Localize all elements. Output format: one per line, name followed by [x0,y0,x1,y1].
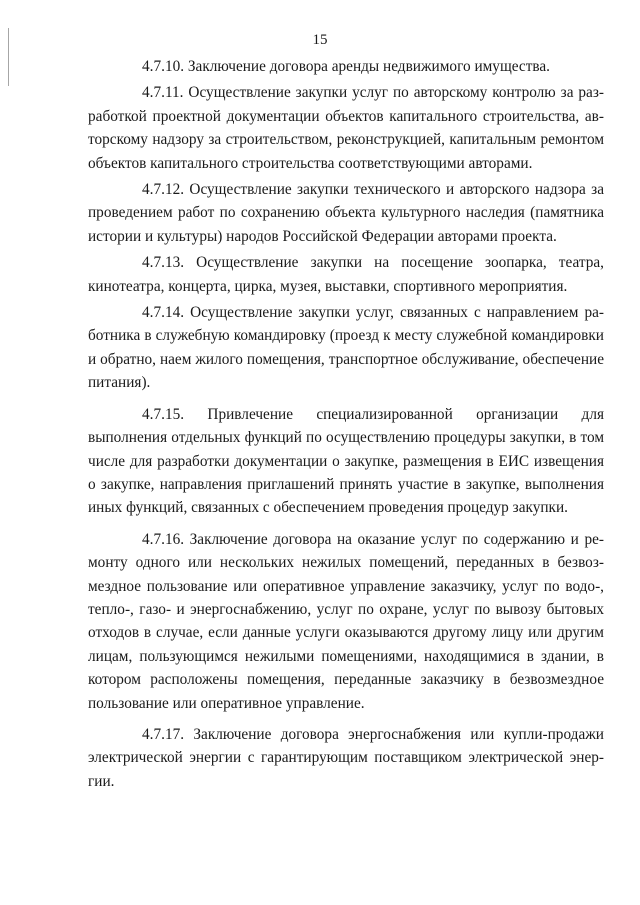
page-number: 15 [312,32,328,48]
paragraph-4-7-14: 4.7.14. Осуществление закупки услуг, связанных с направлением работника в служебную командировку (проезд к месту служебной командировки и обратно, наем жилого помещения, транспортное обслуживание, обеспечение питания). [88,304,604,392]
paragraph-4-7-10: 4.7.10. Заключение договора аренды недвижимого имущества. [142,58,551,75]
paragraph-4-7-16: 4.7.16. Заключение договора на оказание услуг по содержанию и ремонту одного или нескольких нежилых помещений, переданных в безвозмездное пользование или оперативное управление заказчику, услуг по водо-, тепло-, газо- и энергоснабжению, услуг по охране, услуг по вывозу бытовых отходов в случае, если данные услуги оказываются другому лицу или другим лицам, пользующимся нежилыми помещениями, находящимися в здании, в котором расположены помещения, переданные заказчику в безвозмездное пользование или оперативное управление. [88,530,604,712]
paragraph-4-7-17: 4.7.17. Заключение договора энергоснабжения или купли-продажи электрической энергии с гарантирующим поставщиком электрической энергии. [88,725,604,790]
document-body [88,55,604,793]
paragraph-4-7-15: 4.7.15. Привлечение специализированной организации для выполнения отдельных функций по осуществлению процедуры закупки, в том числе для разработки документации о закупке, размещения в ЕИС извещения о закупке, направления приглашений принять участие в закупке, выполнения иных функций, связанных с обеспечением проведения процедур закупки. [88,405,604,517]
paragraph-4-7-11: 4.7.11. Осуществление закупки услуг по авторскому контролю за разработкой проектной документации объектов капитального строительства, авторскому надзору за строительством, реконструкцией, капитальным ремонтом объектов капитального строительства соответствующими авторами. [88,84,604,172]
paragraph-4-7-13: 4.7.13. Осуществление закупки на посещение зоопарка, театра, кинотеатра, концерта, цирка, музея, выставки, спортивного мероприятия. [88,254,604,295]
paragraph-4-7-12: 4.7.12. Осуществление закупки технического и авторского надзора за проведением работ по сохранению объекта культурного наследия (памятника истории и культуры) народов Российской Федерации авторами проекта. [88,181,604,245]
